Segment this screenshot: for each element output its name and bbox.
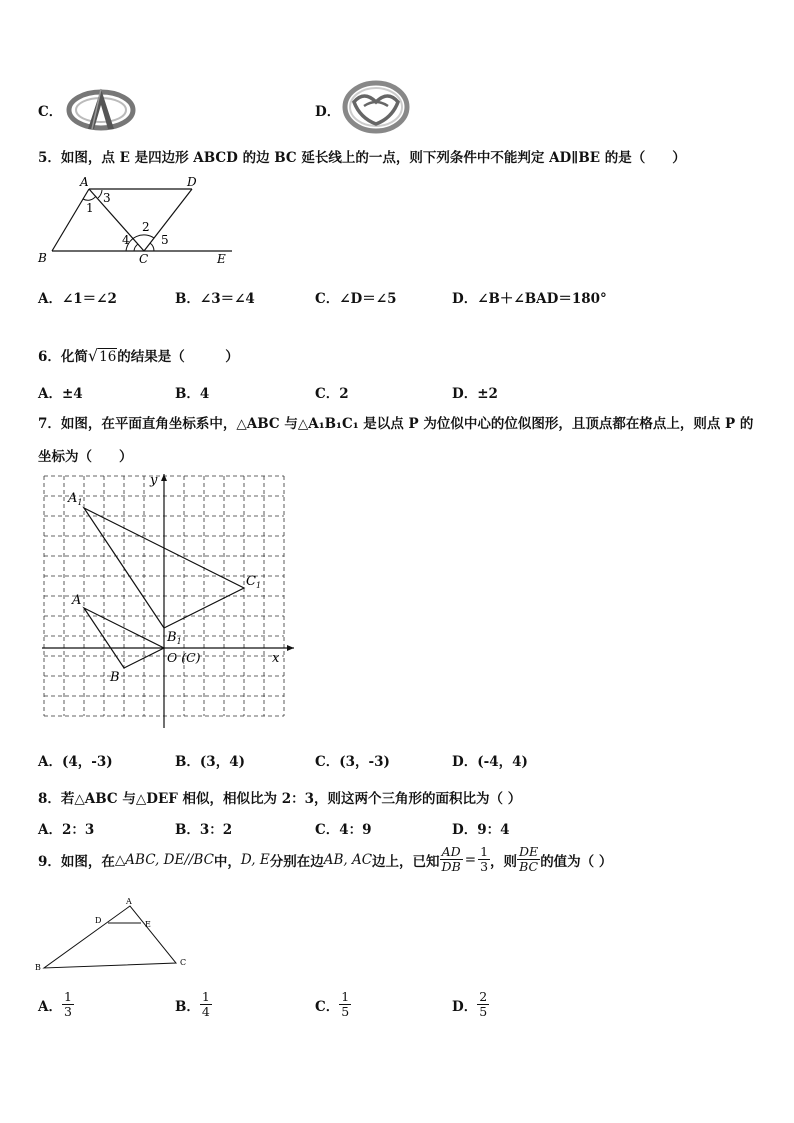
q9-math-2: D, E <box>240 851 270 868</box>
q9-option-c-frac: $\frac{1}{5}$ <box>341 989 350 1019</box>
q5-stem: 5．如图，点 E 是四边形 ABCD 的边 BC 延长线上的一点，则下列条件中不能判定 AD∥BE 的是（ ） <box>38 150 686 166</box>
q7-label-y: y <box>150 473 158 488</box>
q7-label-b: B <box>110 670 120 685</box>
q7-option-d: D．(-4，4) <box>452 754 528 770</box>
q9-label-c: C <box>180 958 187 967</box>
q8-option-a: A．2：3 <box>38 822 95 838</box>
q7-option-b: B．(3，4) <box>175 754 245 770</box>
q5-label-d: D <box>187 175 197 189</box>
q5-label-1: 1 <box>86 201 94 215</box>
q7-label-a1: $A_1$ <box>68 491 83 507</box>
q9-stem <box>38 845 612 874</box>
q9-label-a: A <box>126 897 132 906</box>
q5-label-5: 5 <box>161 233 169 247</box>
q9-stem-mid2: 分别在边 <box>269 853 324 870</box>
q6-stem-pre: 6．化简 <box>38 349 88 365</box>
q6-option-c: C．2 <box>315 386 349 402</box>
q9-stem-pre: 9．如图，在 <box>38 853 115 870</box>
q9-stem-mid1: 中， <box>213 853 241 870</box>
q8-option-d: D．9：4 <box>452 822 510 838</box>
q9-label-e: E <box>145 920 151 929</box>
q7-option-c: C．(3，-3) <box>315 754 390 770</box>
q9-math-1: △ABC, DE//BC <box>114 851 214 868</box>
q9-option-d-frac: $\frac{2}{5}$ <box>479 989 488 1019</box>
q7-label-a: A <box>72 593 82 608</box>
q4-option-c-label: C． <box>38 104 63 120</box>
q5-label-b: B <box>38 251 47 265</box>
q5-label-3: 3 <box>103 191 111 205</box>
q9-option-d: D． $\frac{2}{5}$ <box>452 989 488 1019</box>
q4-option-d-logo <box>342 80 410 134</box>
q9-figure <box>34 893 194 973</box>
q5-option-c: C．∠D＝∠5 <box>315 291 397 307</box>
q7-stem-line1: 7．如图，在平面直角坐标系中，△ABC 与△A₁B₁C₁ 是以点 P 为位似中心的位似图形，且顶点都在格点上，则点 P 的 <box>38 416 754 432</box>
q5-label-a: A <box>80 175 89 189</box>
q7-label-c1: $C_1$ <box>246 574 262 590</box>
q9-label-b: B <box>35 963 41 972</box>
q8-option-b: B．3：2 <box>175 822 233 838</box>
q6-stem-post: 的结果是（ ） <box>117 349 239 365</box>
q5-option-d: D．∠B＋∠BAD＝180° <box>452 291 607 307</box>
q9-stem-mid4: ，则 <box>490 853 518 870</box>
q9-option-a: A． $\frac{1}{3}$ <box>38 989 72 1019</box>
q5-label-2: 2 <box>142 220 150 234</box>
q6-stem <box>38 345 239 365</box>
q7-stem-line2: 坐标为（ ） <box>38 449 133 465</box>
q9-math-3: AB, AC <box>323 851 373 868</box>
q6-option-b: B．4 <box>175 386 210 402</box>
q5-option-b: B．∠3＝∠4 <box>175 291 255 307</box>
q9-option-c: C． $\frac{1}{5}$ <box>315 989 350 1019</box>
q9-eq: = <box>464 851 477 868</box>
q9-frac-de-bc: $\frac{DE}{BC}$ <box>519 844 539 874</box>
q7-label-b1: $B_1$ <box>167 630 182 646</box>
q7-coordinate-figure <box>38 470 300 732</box>
q9-frac-one-third: $\frac{1}{3}$ <box>480 844 489 874</box>
q9-stem-mid3: 边上，已知 <box>372 853 440 870</box>
q6-radicand: 16 <box>99 349 117 365</box>
q5-option-a: A．∠1＝∠2 <box>38 291 117 307</box>
q6-option-a: A．±4 <box>38 386 83 402</box>
q5-figure <box>34 170 244 270</box>
q6-sqrt: √16 <box>87 346 117 365</box>
q9-option-a-frac: $\frac{1}{3}$ <box>63 989 72 1019</box>
q7-option-a: A．(4，-3) <box>38 754 113 770</box>
q4-option-c-logo <box>66 85 136 133</box>
q9-option-b: B． $\frac{1}{4}$ <box>175 989 210 1019</box>
q4-option-d-label: D． <box>315 104 341 120</box>
q7-label-x: x <box>272 651 280 666</box>
q9-frac-ad-db: $\frac{AD}{DB}$ <box>441 844 461 874</box>
q8-stem: 8．若△ABC 与△DEF 相似，相似比为 2：3，则这两个三角形的面积比为（ ） <box>38 791 522 807</box>
q9-stem-post: 的值为（ ） <box>540 853 613 870</box>
q7-label-o: O (C) <box>167 650 201 665</box>
q5-label-c: C <box>139 252 149 266</box>
q9-label-d: D <box>95 916 102 925</box>
q6-option-d: D．±2 <box>452 386 498 402</box>
q5-label-e: E <box>217 252 226 266</box>
q5-label-4: 4 <box>122 233 130 247</box>
q8-option-c: C．4：9 <box>315 822 372 838</box>
q9-option-b-frac: $\frac{1}{4}$ <box>201 989 210 1019</box>
